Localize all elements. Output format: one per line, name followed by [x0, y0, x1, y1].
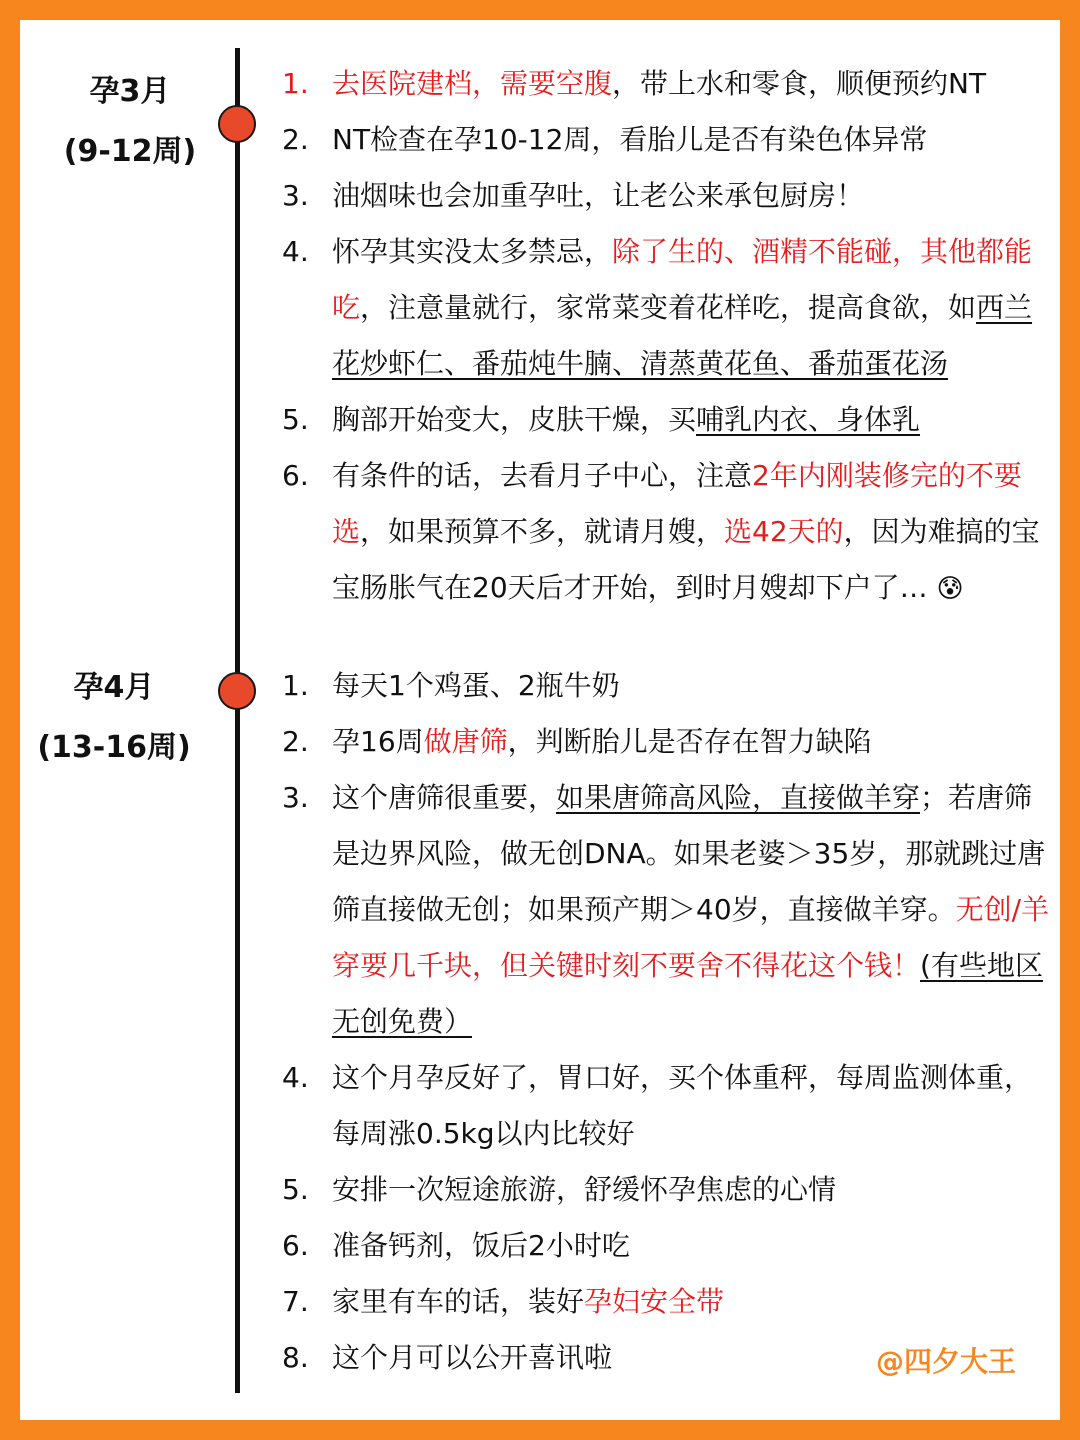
- highlight-text: 无创/羊穿要几千块，但关键时刻不要舍不得花这个钱！: [332, 893, 1050, 982]
- author-signature: @四夕大王: [875, 1345, 1016, 1378]
- highlight-text: 除了生的、酒精不能碰，其他都能吃: [332, 235, 1033, 324]
- text-segment: 这个月孕反好了，胃口好，买个体重秤，每周监测体重，每周涨0.5kg以内比较好: [332, 1061, 1033, 1150]
- month4-label: [14, 658, 214, 778]
- list-item: [282, 714, 1052, 770]
- text-segment: 每天1个鸡蛋、2瓶牛奶: [332, 669, 620, 702]
- content-card: [20, 20, 1060, 1420]
- text-segment: 准备钙剂，饭后2小时吃: [332, 1229, 630, 1262]
- list-item: [282, 448, 1052, 617]
- item-text: [332, 1229, 630, 1262]
- text-segment: 安排一次短途旅游，舒缓怀孕焦虑的心情: [332, 1173, 837, 1206]
- item-text: [332, 235, 1032, 380]
- list-item: [282, 56, 1052, 112]
- month3-list: [282, 56, 1052, 617]
- item-text: [332, 179, 864, 212]
- item-number: 2.: [282, 123, 309, 156]
- month3-title: 孕3月: [89, 74, 171, 109]
- list-item: [282, 392, 1052, 448]
- item-number: 3.: [282, 781, 309, 814]
- text-segment: ，注意量就行，家常菜变着花样吃，提高食欲，如: [360, 291, 977, 324]
- item-text: [332, 1341, 612, 1374]
- text-segment: ，带上水和零食，顺便预约NT: [612, 67, 987, 100]
- item-text: [332, 1173, 836, 1206]
- item-text: [332, 669, 620, 702]
- item-number: 6.: [282, 459, 309, 492]
- item-text: [332, 123, 927, 156]
- text-segment: ，因为难搞的宝宝肠胀气在20天后才开始，到时月嫂却下户了…: [332, 515, 1040, 604]
- item-number: 5.: [282, 403, 309, 436]
- item-text: [332, 1285, 724, 1318]
- item-number: 3.: [282, 179, 309, 212]
- list-item: [282, 1218, 1052, 1274]
- list-item: [282, 1050, 1052, 1162]
- month4-list: [282, 658, 1052, 1386]
- highlight-text: 做唐筛: [423, 725, 508, 758]
- list-item: [282, 224, 1052, 392]
- item-number: 2.: [282, 725, 309, 758]
- item-number: 7.: [282, 1285, 309, 1318]
- list-item: [282, 168, 1052, 224]
- list-item: [282, 658, 1052, 714]
- month4-weeks: (13-16周): [37, 730, 191, 765]
- item-number: 8.: [282, 1341, 309, 1374]
- list-item: [282, 112, 1052, 168]
- list-item: [282, 1162, 1052, 1218]
- item-text: [332, 781, 1049, 1038]
- item-text: [332, 1061, 1032, 1150]
- text-segment: ，如果预算不多，就请月嫂，: [360, 515, 725, 548]
- underlined-text: (有些地区无创免费）: [332, 949, 1043, 1038]
- text-segment: 这个月可以公开喜讯啦: [332, 1341, 613, 1374]
- highlight-text: 孕妇安全带: [584, 1285, 725, 1318]
- item-number: 1.: [282, 67, 309, 100]
- underlined-text: 哺乳内衣、身体乳: [696, 403, 921, 436]
- month3-weeks: (9-12周): [63, 134, 197, 169]
- highlight-text: 去医院建档，需要空腹: [332, 67, 613, 100]
- month4-title: 孕4月: [73, 670, 155, 705]
- anxious-face-icon: 😰: [936, 574, 964, 604]
- text-segment: NT检查在孕10-12周，看胎儿是否有染色体异常: [332, 123, 928, 156]
- list-item: [282, 1274, 1052, 1330]
- underlined-text: 如果唐筛高风险，直接做羊穿: [556, 781, 921, 814]
- text-segment: 这个唐筛很重要，: [332, 781, 557, 814]
- list-item: [282, 770, 1052, 1050]
- highlight-text: 选42天的: [724, 515, 844, 548]
- text-segment: ，判断胎儿是否存在智力缺陷: [507, 725, 872, 758]
- item-number: 4.: [282, 235, 309, 268]
- highlight-text: 2年内刚装修完的不要选: [332, 459, 1022, 548]
- timeline-dot-month4: [218, 672, 256, 710]
- month3-label: [30, 62, 230, 182]
- timeline-line: [235, 48, 240, 1393]
- item-text: [332, 67, 986, 100]
- text-segment: 胸部开始变大，皮肤干燥，买: [332, 403, 697, 436]
- text-segment: 怀孕其实没太多禁忌，: [332, 235, 613, 268]
- text-segment: 家里有车的话，装好: [332, 1285, 585, 1318]
- item-text: [332, 459, 1040, 604]
- underlined-text: 西兰花炒虾仁、番茄炖牛腩、清蒸黄花鱼、番茄蛋花汤: [332, 291, 1033, 380]
- text-segment: 孕16周: [332, 725, 424, 758]
- text-segment: 有条件的话，去看月子中心，注意: [332, 459, 753, 492]
- item-number: 6.: [282, 1229, 309, 1262]
- item-number: 5.: [282, 1173, 309, 1206]
- item-number: 4.: [282, 1061, 309, 1094]
- item-number: 1.: [282, 669, 309, 702]
- item-text: [332, 403, 920, 436]
- item-text: [332, 725, 872, 758]
- text-segment: ；若唐筛是边界风险，做无创DNA。如果老婆＞35岁，那就跳过唐筛直接做无创；如果预产期＞40岁，直接做羊穿。: [332, 781, 1046, 926]
- text-segment: 油烟味也会加重孕吐，让老公来承包厨房！: [332, 179, 865, 212]
